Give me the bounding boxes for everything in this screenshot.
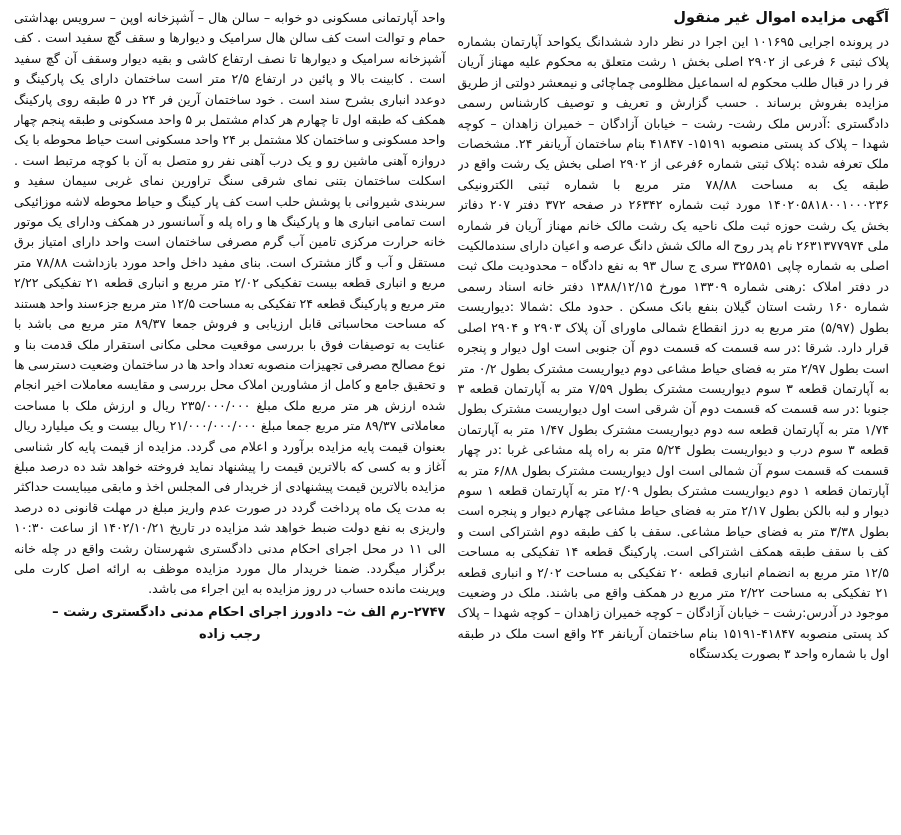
notice-body-right: در پرونده اجرایی ۱۰۱۶۹۵ این اجرا در نظر دارد ششدانگ یکواحد آپارتمان بشماره پلاک ثبتی ۶ فرعی از ۲۹۰۲ اصلی بخش ۱ رشت متعلق به محکوم علیه مهناز آریان فر را در قبال طلب محکوم له اسماعیل مظلومی چماچائی و نیمعشر دولتی از طریق مزایده بفروش برساند . حسب گزارش و تعریف و توصیف کارشناس رسمی دادگستری :آدرس ملک رشت- رشت – خیابان آزادگان – خمیران زاهدان – کوچه شهدا – پلاک کد پستی منصوبه ۱۵۱۹۱- ۴۱۸۴۷ بنام ساختمان آریانفر ۲۴. مشخصات ملک تعرفه شده :پلاک ثبتی شماره ۶فرعی از ۲۹۰۲ اصلی بخش یک رشت واقع در طبقه یک به مساحت ۷۸/۸۸ متر مربع با شماره ثبتی الکترونیکی ۱۴۰۲۰۵۸۱۸۰۰۱۰۰۰۲۳۶ مورد ثبت شماره ۲۶۳۴۲ در صفحه ۳۷۲ دفتر ۲۰۷ دفاتر بخش یک رشت حوزه ثبت ملک ناحیه یک رشت مالک خانم مهناز آریان فر شماره ملی ۲۶۳۱۳۷۷۹۷۴ نام پدر روح اله مالک شش دانگ عرصه و اعیان دارای سندمالکیت اصلی به شماره چاپی ۳۲۵۸۵۱ سری ج سال ۹۳ به نفع دادگاه – محدودیت ملک ثبت در دفتر املاک :رهنی شماره ۱۳۳۰۹ مورخ ۱۳۸۸/۱۲/۱۵ دفتر خانه اسناد رسمی شماره ۱۶۰ رشت استان گیلان بنفع بانک مسکن . حدود ملک :شمالا :دیواریست بطول (۵/۹۷) متر مربع به درز انقطاع شمالی ماورای آن پلاک ۲۹۰۳ و ۲۹۰۴ اصلی قرار دارد. شرقا :در سه قسمت که قسمت دوم آن جنوبی است اول دیوار و پنجره است بطول ۲/۹۷ متر به فضای حیاط مشاعی دوم دیواریست مشترک بطول ۰/۲ متر به آپارتمان قطعه ۳ سوم دیواریست مشترک بطول ۷/۵۹ متر به آپارتمان قطعه ۳ جنوبا :در سه قسمت که قسمت دوم آن شرقی است اول دیواریست مشترک بطول ۱/۷۴ متر به آپارتمان قطعه سه دوم دیواریست مشترک بطول ۱/۴۷ متر به آپارتمان قطعه ۳ سوم درب و دیواریست بطول ۵/۲۴ متر به راه پله مشاعی غربا :در چهار قسمت که قسمت سوم آن شمالی است اول دیواریست مشترک بطول ۶/۸۸ متر به آپارتمان قطعه ۱ دوم دیواریست مشترک بطول ۲/۰۹ متر به آپارتمان قطعه ۱ سوم دیوار و لبه بالکن بطول ۲/۱۷ متر به فضای حیاط مشاعی چهارم دیوار و پنجره است بطول ۳/۳۸ متر به فضای حیاط مشاعی. سقف با کف طبقه دوم اشتراکی است و کف با سقف طبقه همکف اشتراکی است. پارکینگ قطعه ۱۴ تفکیکی به مساحت ۱۲/۵ متر مربع به انضمام انباری قطعه ۲۰ تفکیکی به مساحت ۲/۰۲ و انباری قطعه ۲۱ تفکیکی به مساحت ۲/۲۲ متر مربع در همکف واقع می باشند. ملک در وضعیت موجود در آدرس:رشت – خیابان آزادگان – کوچه خمیران زاهدان – کوچه شهدا – پلاک کد پستی منصوبه ۴۱۸۴۷-۱۵۱۹۱ بنام ساختمان آریانفر ۲۴ واقع است ملک در طبقه اول با شماره واحد ۳ بصورت یکدستگاه [457, 34, 889, 662]
left-column [14, 8, 446, 829]
notice-body-left: واحد آپارتمانی مسکونی دو خوابه – سالن هال – آشپزخانه اوپن – سرویس بهداشتی حمام و توالت است کف سالن هال سرامیک و دیوارها و سقف گچ سفید است . کف آشپزخانه سرامیک و دیوارها تا نصف ارتفاع کاشی و بقیه دیوار وسقف آن گچ سفید است . کابینت بالا و پائین در ارتفاع ۲/۵ متر است ساختمان دارای یک پارکینگ و دوعدد انباری بشرح سند است . خود ساختمان آرین فر ۲۴ در ۵ طبقه روی پارکینگ همکف که طبقه اول تا چهارم هر کدام مشتمل بر ۵ واحد مسکونی و طبقه پنجم چهار واحد مسکونی و ساختمان کلا مشتمل بر ۲۴ واحد مسکونی است حیاط محوطه با یک دروازه آهنی ماشین رو و یک درب آهنی نفر رو متصل به آن با کوچه مرتبط است . اسکلت ساختمان بتنی نمای شرقی سنگ تراورین نمای غربی سیمان سفید و سربندی شیروانی با پوشش حلب است کف پار کینگ و حیاط محوطه لاشه موزائیکی است تمامی انباری ها و پارکینگ ها و راه پله و آسانسور در همکف ودارای یک موتور خانه حرارت مرکزی تامین آب گرم مصرفی ساختمان است واحد دارای امتیاز برق مستقل و آب و گاز مشترک است. بنای مفید داخل واحد مورد بازداشت ۷۸/۸۸ متر مربع و انباری قطعه بیست تفکیکی ۲/۰۲ متر مربع و انباری قطعه ۲۱ تفکیکی ۲/۲۲ متر مربع و پارکینگ قطعه ۲۴ تفکیکی به مساحت ۱۲/۵ متر مربع جزءسند واحد هستند که مساحت محاسباتی قابل ارزیابی و فروش جمعا ۸۹/۳۷ متر مربع می باشد با عنایت به توصیفات فوق با بررسی موقعیت محلی مکانی استقرار ملک قدمت بنا و نوع مصالح مصرفی تجهیزات منصوبه تعداد واحد ها در ساختمان وضعیت دسترسی ها و تحقیق جامع و کامل از مشاورین املاک محل بررسی و مقایسه معاملات اخیر انجام شده ارزش هر متر مربع ملک مبلغ ۲۳۵/۰۰۰/۰۰۰ ریال و ارزش ملک با مساحت معاملاتی ۸۹/۳۷ متر مربع جمعا مبلغ ۲۱/۰۰۰/۰۰۰/۰۰۰ ریال بیست و یک میلیارد ریال بعنوان قیمت پایه مزایده برآورد و اعلام می گردد. مزایده از قیمت پایه کار شناسی آغاز و به کسی که بالاترین قیمت را پیشنهاد نماید فروخته خواهد شد ده درصد مبلغ مزایده بالاترین قیمت پیشنهادی از خریدار فی المجلس اخذ و مابقی میبایست حداکثر به مدت یک ماه پرداخت گردد در صورت عدم واریز مبلغ در مهلت قانونی ده درصد واریزی به نفع دولت ضبط خواهد شد مزایده در تاریخ ۱۴۰۲/۱۰/۲۱ از ساعت ۱۰:۳۰ الی ۱۱ در محل اجرای احکام مدنی دادگستری شهرستان رشت واقع در چله خانه برگزار میگردد. ضمنا خریدار مال مورد مزایده موظف به ارائه اصل کارت ملی وپرینت مانده حساب در روز مزایده به این اجراء می باشد. [14, 10, 446, 597]
notice-signer: رجب زاده [199, 626, 261, 642]
notice-title: آگهی مزایده اموال غیر منقول [673, 10, 889, 26]
right-column [458, 8, 890, 829]
notice-reference-line: ۲۷۴۷–رم الف ث– دادورز اجرای احکام مدنی دادگستری رشت – [52, 604, 446, 620]
